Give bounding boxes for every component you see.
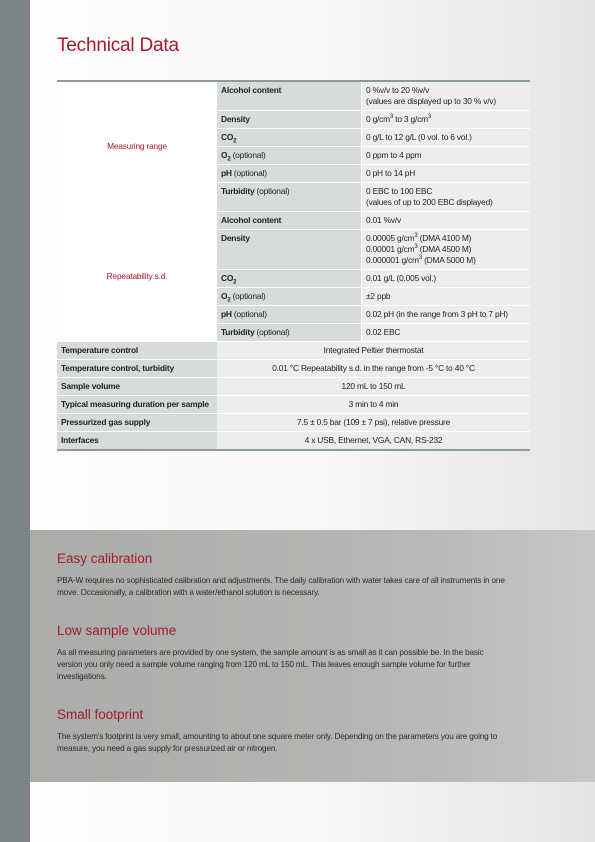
superscript: 3 — [414, 244, 418, 251]
measuring-range-label: Measuring range — [57, 81, 217, 212]
section-low-sample-volume — [57, 623, 507, 683]
general-label: Temperature control, turbidity — [57, 360, 217, 378]
value-line: 0.00005 $g/cm^3$ (DMA 4100 M) — [366, 233, 472, 243]
value-line: 0 ppm to 4 ppm — [366, 150, 422, 160]
parameter-name: Density — [217, 230, 362, 270]
value-line: 0.00001 $g/cm^3$ (DMA 4500 M) — [366, 244, 472, 254]
table-row — [57, 212, 530, 230]
section-text: PBA-W requires no sophisticated calibration and adjustments. The daily calibration with water takes care of all instruments in one move. Occasionally, a calibration with a water/ethanol solution is necessary. — [57, 576, 505, 597]
subscript: 2 — [227, 156, 231, 163]
general-value: Integrated Peltier thermostat — [217, 342, 530, 360]
parameter-name: pH (optional) — [217, 306, 362, 324]
general-value: 0.01 °C Repeatability s.d. in the range from -5 °C to 40 °C — [217, 360, 530, 378]
value-line: 0.02 EBC — [366, 327, 401, 337]
table-row — [57, 81, 530, 111]
parameter-value — [362, 306, 531, 324]
value-line: 0 EBC to 100 EBC — [366, 186, 433, 196]
parameter-name: $CO_2$ — [217, 129, 362, 147]
parameter-name: $O_2$ (optional) — [217, 147, 362, 165]
parameter-value — [362, 81, 531, 111]
subscript: 2 — [233, 138, 237, 145]
subscript: 2 — [227, 297, 231, 304]
parameter-name: $O_2$ (optional) — [217, 288, 362, 306]
table-row — [57, 432, 530, 451]
parameter-value — [362, 147, 531, 165]
parameter-value — [362, 165, 531, 183]
general-value: 3 min to 4 min — [217, 396, 530, 414]
section-small-footprint — [57, 707, 507, 755]
superscript: 3 — [389, 114, 394, 121]
parameter-value — [362, 230, 531, 270]
page-title: Technical Data — [57, 35, 179, 56]
parameter-name: Density — [217, 111, 362, 129]
value-line: (values are displayed up to 30 % v/v) — [366, 96, 496, 106]
left-accent-bar — [0, 0, 30, 842]
section-easy-calibration — [57, 551, 507, 599]
value-line: 0.01 %v/v — [366, 215, 401, 225]
table-row — [57, 378, 530, 396]
value-line: 0 pH to 14 pH — [366, 168, 416, 178]
parameter-name: Alcohol content — [217, 81, 362, 111]
section-text: The system's footprint is very small, amounting to about one square meter only. Depending on the parameters you are going to measure, you need a gas supply for pressurized air or nitrogen. — [57, 732, 498, 753]
general-value: 7.5 ± 0.5 bar (109 ± 7 psi), relative pressure — [217, 414, 530, 432]
parameter-name: Turbidity (optional) — [217, 183, 362, 212]
value-line: (values of up to 200 EBC displayed) — [366, 197, 493, 207]
value-line: 0.000001 $g/cm^3$ (DMA 5000 M) — [366, 255, 476, 265]
optional-note: (optional) — [231, 309, 267, 319]
general-label: Interfaces — [57, 432, 217, 451]
general-label: Temperature control — [57, 342, 217, 360]
optional-note: (optional) — [254, 327, 290, 337]
optional-note: (optional) — [230, 150, 266, 160]
parameter-name: Turbidity (optional) — [217, 324, 362, 342]
superscript: 3 — [418, 255, 422, 262]
general-label: Pressurized gas supply — [57, 414, 217, 432]
parameter-value — [362, 270, 531, 288]
section-heading: Small footprint — [57, 707, 144, 722]
parameter-value — [362, 129, 531, 147]
section-text: As all measuring parameters are provided by one system, the sample amount is as small as it can possible be. In the basic version you only need a sample volume ranging from 120 mL to 150 mL. This leaves enough sample volume for further investigations. — [57, 648, 484, 681]
general-label: Typical measuring duration per sample — [57, 396, 217, 414]
table-row — [57, 396, 530, 414]
section-heading: Low sample volume — [57, 623, 177, 638]
table-row — [57, 360, 530, 378]
parameter-value — [362, 183, 531, 212]
technical-data-table — [57, 80, 530, 451]
repeatability-label: Repeatability s.d. — [57, 212, 217, 342]
optional-note: (optional) — [230, 291, 266, 301]
table-row — [57, 414, 530, 432]
parameter-value — [362, 212, 531, 230]
value-line: 0 $g/cm^3$ to 3 $g/cm^3$ — [366, 114, 431, 124]
general-label: Sample volume — [57, 378, 217, 396]
superscript: 3 — [414, 233, 418, 240]
optional-note: (optional) — [254, 186, 290, 196]
parameter-name: $CO_2$ — [217, 270, 362, 288]
superscript: 3 — [427, 114, 431, 121]
parameter-value — [362, 111, 531, 129]
value-line: 0 g/L to 12 g/L (0 vol. to 6 vol.) — [366, 132, 472, 142]
parameter-name: Alcohol content — [217, 212, 362, 230]
general-value: 4 x USB, Ethernet, VGA, CAN, RS-232 — [217, 432, 530, 451]
general-value: 120 mL to 150 mL — [217, 378, 530, 396]
parameter-value — [362, 288, 531, 306]
parameter-name: pH (optional) — [217, 165, 362, 183]
value-line: ±2 ppb — [366, 291, 391, 301]
table-row — [57, 342, 530, 360]
value-line: 0.01 g/L (0.005 vol.) — [366, 273, 436, 283]
section-heading: Easy calibration — [57, 551, 153, 566]
subscript: 2 — [233, 279, 237, 286]
parameter-value — [362, 324, 531, 342]
optional-note: (optional) — [231, 168, 267, 178]
value-line: 0 %v/v to 20 %v/v — [366, 85, 430, 95]
value-line: 0.02 pH (in the range from 3 pH to 7 pH) — [366, 309, 508, 319]
